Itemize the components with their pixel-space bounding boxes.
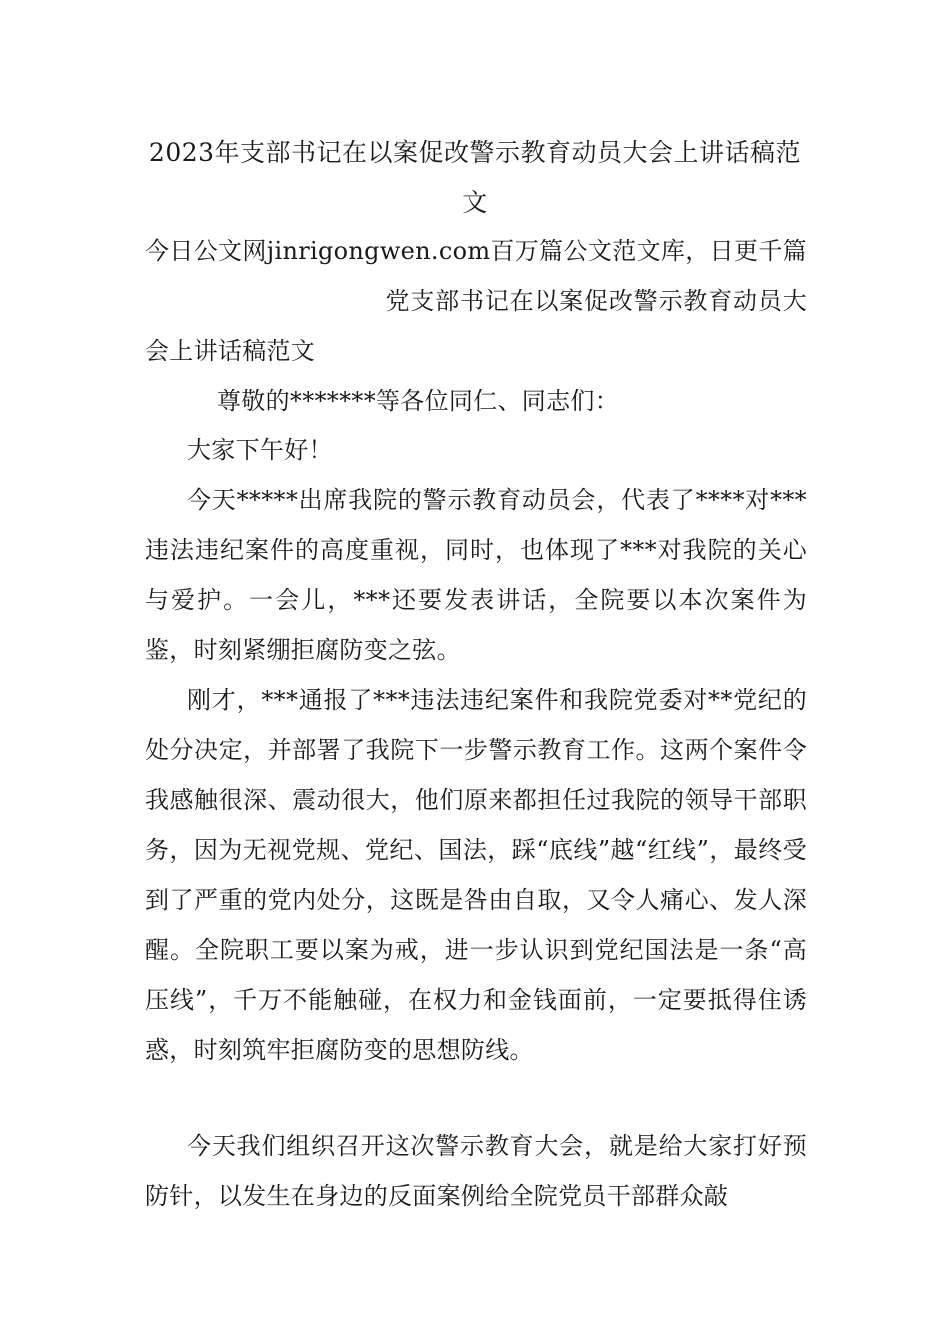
paragraph-greeting: 大家下午好！ bbox=[187, 436, 333, 464]
source-line bbox=[145, 226, 807, 376]
paragraph: 今天我们组织召开这次警示教育大会，就是给大家打好预防针，以发生在身边的反面案例给全院党员干部群众敲 bbox=[145, 1132, 807, 1210]
paragraph: 刚才，***通报了***违法违纪案件和我院党委对**党纪的处分决定，并部署了我院下一步警示教育工作。这两个案件令我感触很深、震动很大，他们原来都担任过我院的领导干部职务，因为无视党规、党纪、国法，踩“底线”越“红线”，最终受到了严重的党内处分，这既是咎由自取，又令人痛心、发人深醒。全院职工要以案为戒，进一步认识到党纪国法是一条“高压线”，千万不能触碰，在权力和金钱面前，一定要抵得住诱惑，时刻筑牢拒腐防变的思想防线。 bbox=[145, 686, 807, 1064]
subtitle-text: 党支部书记在以案促改警示教育动员大会上讲话稿范文 bbox=[145, 287, 807, 365]
salutation: 尊敬的*******等各位同仁、同志们： bbox=[217, 387, 619, 415]
source-text: 今日公文网jinrigongwen.com百万篇公文范文库，日更千篇 bbox=[145, 237, 807, 265]
paragraph: 今天*****出席我院的警示教育动员会，代表了****对***违法违纪案件的高度重视，同时，也体现了***对我院的关心与爱护。一会儿，***还要发表讲话，全院要以本次案件为鉴，时刻紧绷拒腐防变之弦。 bbox=[145, 486, 807, 664]
document-title: 2023年支部书记在以案促改警示教育动员大会上讲话稿范文 bbox=[148, 138, 802, 217]
